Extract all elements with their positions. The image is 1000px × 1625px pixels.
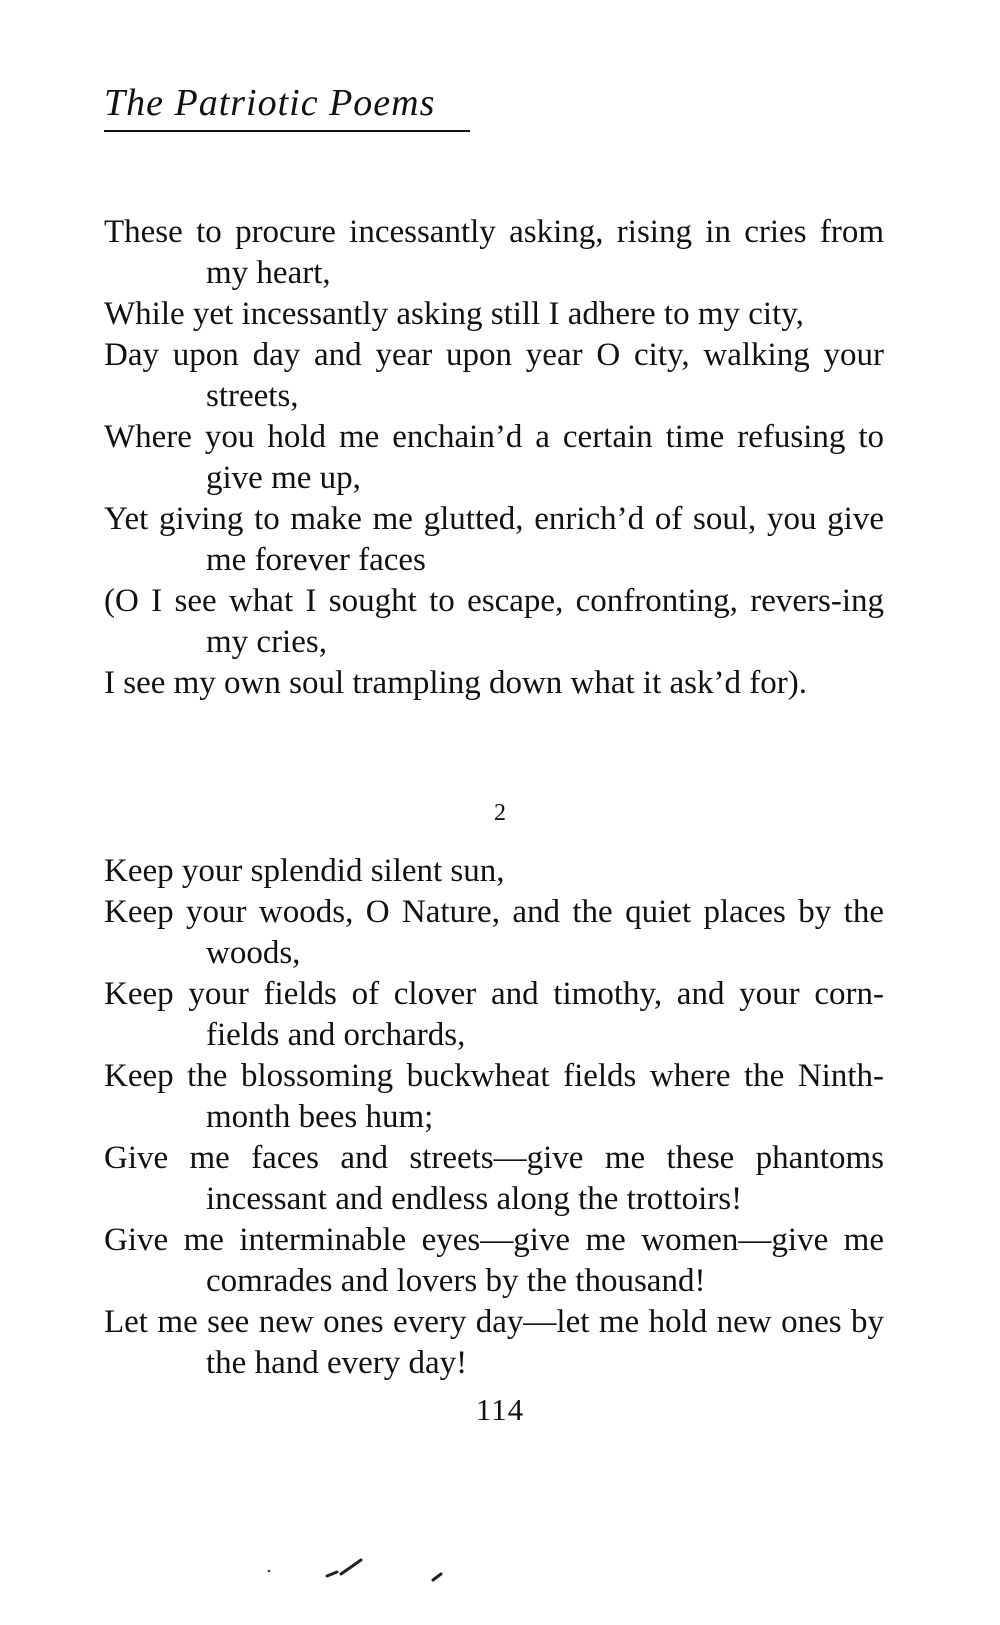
poem-line: Where you hold me enchain’d a certain time refusing to give me up, [104, 419, 884, 496]
running-head: The Patriotic Poems [104, 82, 436, 124]
poem-line: These to procure incessantly asking, rising in cries from my heart, [104, 214, 884, 291]
running-head-rule [104, 130, 470, 132]
poem-line: Let me see new ones every day—let me hold new ones by the hand every day! [104, 1304, 884, 1381]
stanza-1 [104, 212, 884, 704]
poem-line: Yet giving to make me glutted, enrich’d of soul, you give me forever faces [104, 501, 884, 578]
poem-line: Keep your woods, O Nature, and the quiet places by the woods, [104, 894, 884, 971]
poem-line: I see my own soul trampling down what it ask’d for). [104, 665, 807, 701]
poem-line: Give me interminable eyes—give me women—give me comrades and lovers by the thousand! [104, 1222, 884, 1299]
poem-line: Keep the blossoming buckwheat fields where the Ninth-month bees hum; [104, 1058, 884, 1135]
poem-line: Keep your fields of clover and timothy, and your corn-fields and orchards, [104, 976, 884, 1053]
stanza-2 [104, 851, 884, 1384]
poem-line: Keep your splendid silent sun, [104, 853, 505, 889]
poem-line: Day upon day and year upon year O city, walking your streets, [104, 337, 884, 414]
poem-line: While yet incessantly asking still I adhere to my city, [104, 296, 804, 332]
poem-line: (O I see what I sought to escape, confronting, revers-ing my cries, [104, 583, 884, 660]
page-number: 114 [475, 1392, 525, 1427]
ink-specks [265, 1530, 465, 1610]
poem-line: Give me faces and streets—give me these phantoms incessant and endless along the trottoirs! [104, 1140, 884, 1217]
section-number: 2 [494, 800, 506, 826]
